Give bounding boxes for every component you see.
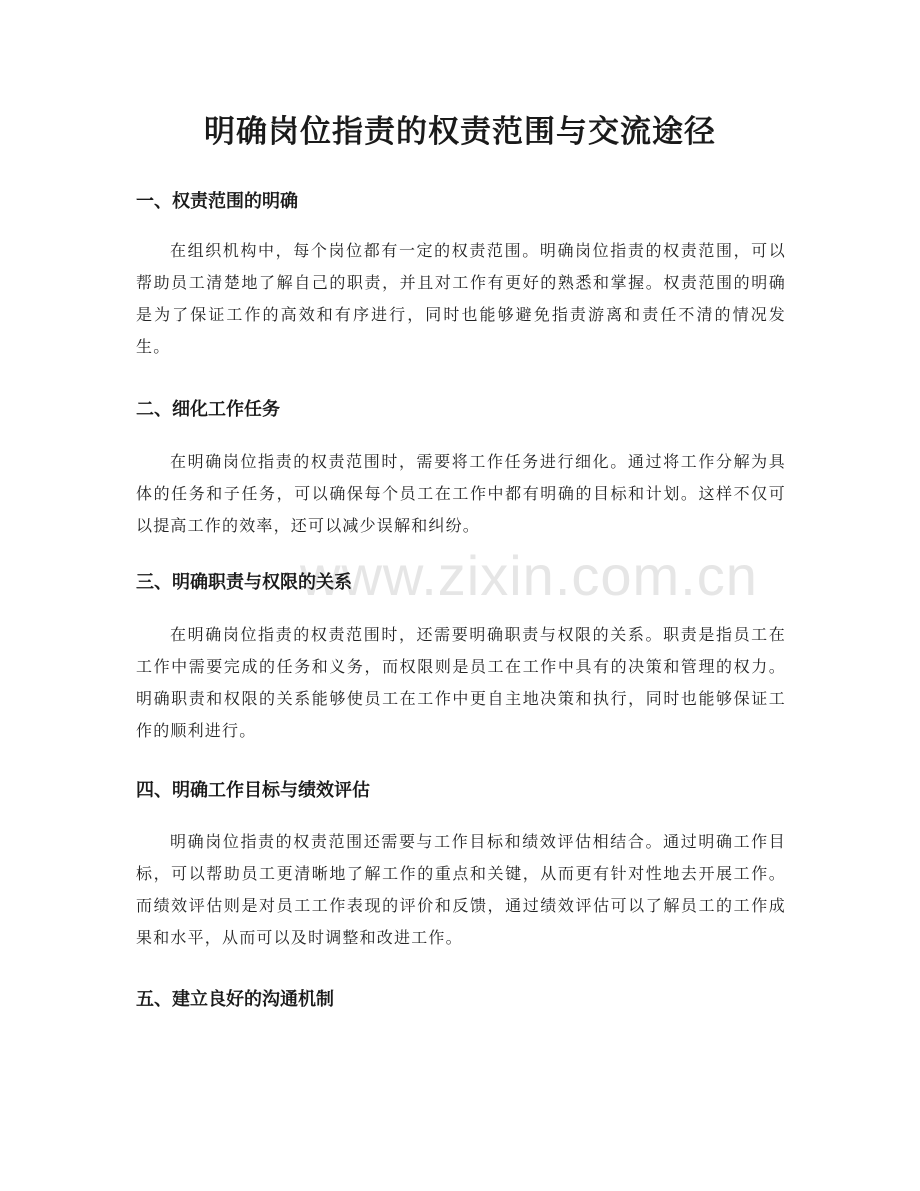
section-4-paragraph: 明确岗位指责的权责范围还需要与工作目标和绩效评估相结合。通过明确工作目标，可以帮助员工更清晰地了解工作的重点和关键，从而更有针对性地去开展工作。而绩效评估则是对员工工作表现的评价和反馈，通过绩效评估可以了解员工的工作成果和水平，从而可以及时调整和改进工作。	[136, 832, 786, 947]
section-3-heading: 三、明确职责与权限的关系	[136, 572, 352, 593]
section-2-paragraph: 在明确岗位指责的权责范围时，需要将工作任务进行细化。通过将工作分解为具体的任务和子任务，可以确保每个员工在工作中都有明确的目标和计划。这样不仅可以提高工作的效率，还可以减少误解和纠纷。	[136, 452, 786, 535]
section-5-heading: 五、建立良好的沟通机制	[136, 989, 334, 1010]
section-3-paragraph: 在明确岗位指责的权责范围时，还需要明确职责与权限的关系。职责是指员工在工作中需要完成的任务和义务，而权限则是员工在工作中具有的决策和管理的权力。明确职责和权限的关系能够使员工在工作中更自主地决策和执行，同时也能够保证工作的顺利进行。	[136, 625, 786, 740]
section-4-heading: 四、明确工作目标与绩效评估	[136, 780, 370, 801]
section-1-paragraph: 在组织机构中，每个岗位都有一定的权责范围。明确岗位指责的权责范围，可以帮助员工清楚地了解自己的职责，并且对工作有更好的熟悉和掌握。权责范围的明确是为了保证工作的高效和有序进行，同时也能够避免指责游离和责任不清的情况发生。	[136, 241, 786, 356]
watermark-text: www.zixin.com.cn	[300, 544, 758, 607]
section-1-heading: 一、权责范围的明确	[136, 191, 298, 212]
document-title: 明确岗位指责的权责范围与交流途径	[204, 114, 716, 150]
section-2-heading: 二、细化工作任务	[136, 399, 280, 420]
